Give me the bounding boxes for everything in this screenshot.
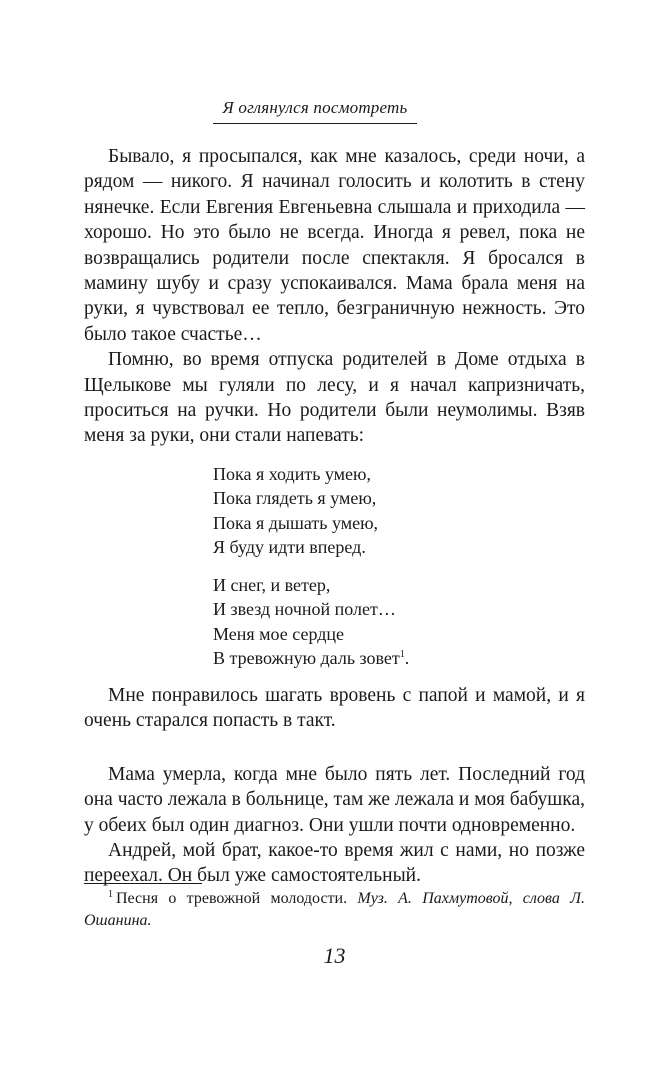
paragraph-night-waking: Бывало, я просыпался, как мне казалось, среди ночи, а рядом — никого. Я начинал голосить и колотить в стену нянечке. Если Евгения Евгеньевна слышала и приходила — хорошо. Но это было не всегда. Иногда я ревел, пока не возвращались родители после спектакля. Я бросался в мамину шубу и сразу успокаивался. Мама брала меня на руки, я чувствовал ее тепло, безграничную нежность. Это было такое счастье… (84, 146, 585, 345)
verse-stanza (213, 462, 585, 560)
main-text (84, 144, 585, 889)
verse-line: Меня мое сердце (213, 623, 345, 644)
footnote-reference[interactable]: 1 (399, 649, 405, 661)
paragraph-mother-died: Мама умерла, когда мне было пять лет. Последний год она часто лежала в больнице, там же лежала и моя бабушка, у обеих был один диагноз. Они ушли почти одновременно. (84, 763, 585, 836)
verse-stanza (213, 573, 585, 671)
verse-line: Пока глядеть я умею, (213, 488, 377, 509)
page-number: 13 (323, 943, 346, 968)
section-break (84, 734, 585, 762)
verse-line: Пока я ходить умею, (213, 463, 371, 484)
verse-line-text: В тревожную даль зовет (213, 648, 400, 669)
footnote-number: 1 (108, 888, 113, 900)
footnote (84, 888, 585, 932)
footnote-text: Песня о тревожной молодости. (116, 890, 348, 907)
verse-end-punctuation: . (404, 648, 410, 669)
footnote-rule (84, 883, 202, 884)
running-head-rule (213, 123, 417, 124)
running-head: Я оглянулся посмотреть (222, 98, 408, 117)
paragraph-walking-in-step: Мне понравилось шагать вровень с папой и мамой, и я очень старался попасть в такт. (84, 684, 585, 732)
song-verse (213, 462, 585, 671)
verse-line: И снег, и ветер, (213, 574, 331, 595)
footnote-credits: Муз. А. Пахмутовой, слова Л. Ошанина. (84, 890, 586, 929)
verse-line: И звезд ночной полет… (213, 599, 396, 620)
verse-line: Я буду идти вперед. (213, 537, 366, 558)
spacer (84, 671, 585, 683)
verse-line: Пока я дышать умею, (213, 512, 379, 533)
paragraph-forest-walk: Помню, во время отпуска родителей в Доме отдыха в Щелыкове мы гуляли по лесу, и я начал капризничать, проситься на ручки. Но родители были неумолимы. Взяв меня за руки, они стали напевать: (84, 349, 585, 447)
paragraph-brother-andrei: Андрей, мой брат, какое-то время жил с нами, но позже переехал. Он был уже самостоятельный. (84, 839, 585, 887)
verse-line-last (213, 646, 585, 671)
